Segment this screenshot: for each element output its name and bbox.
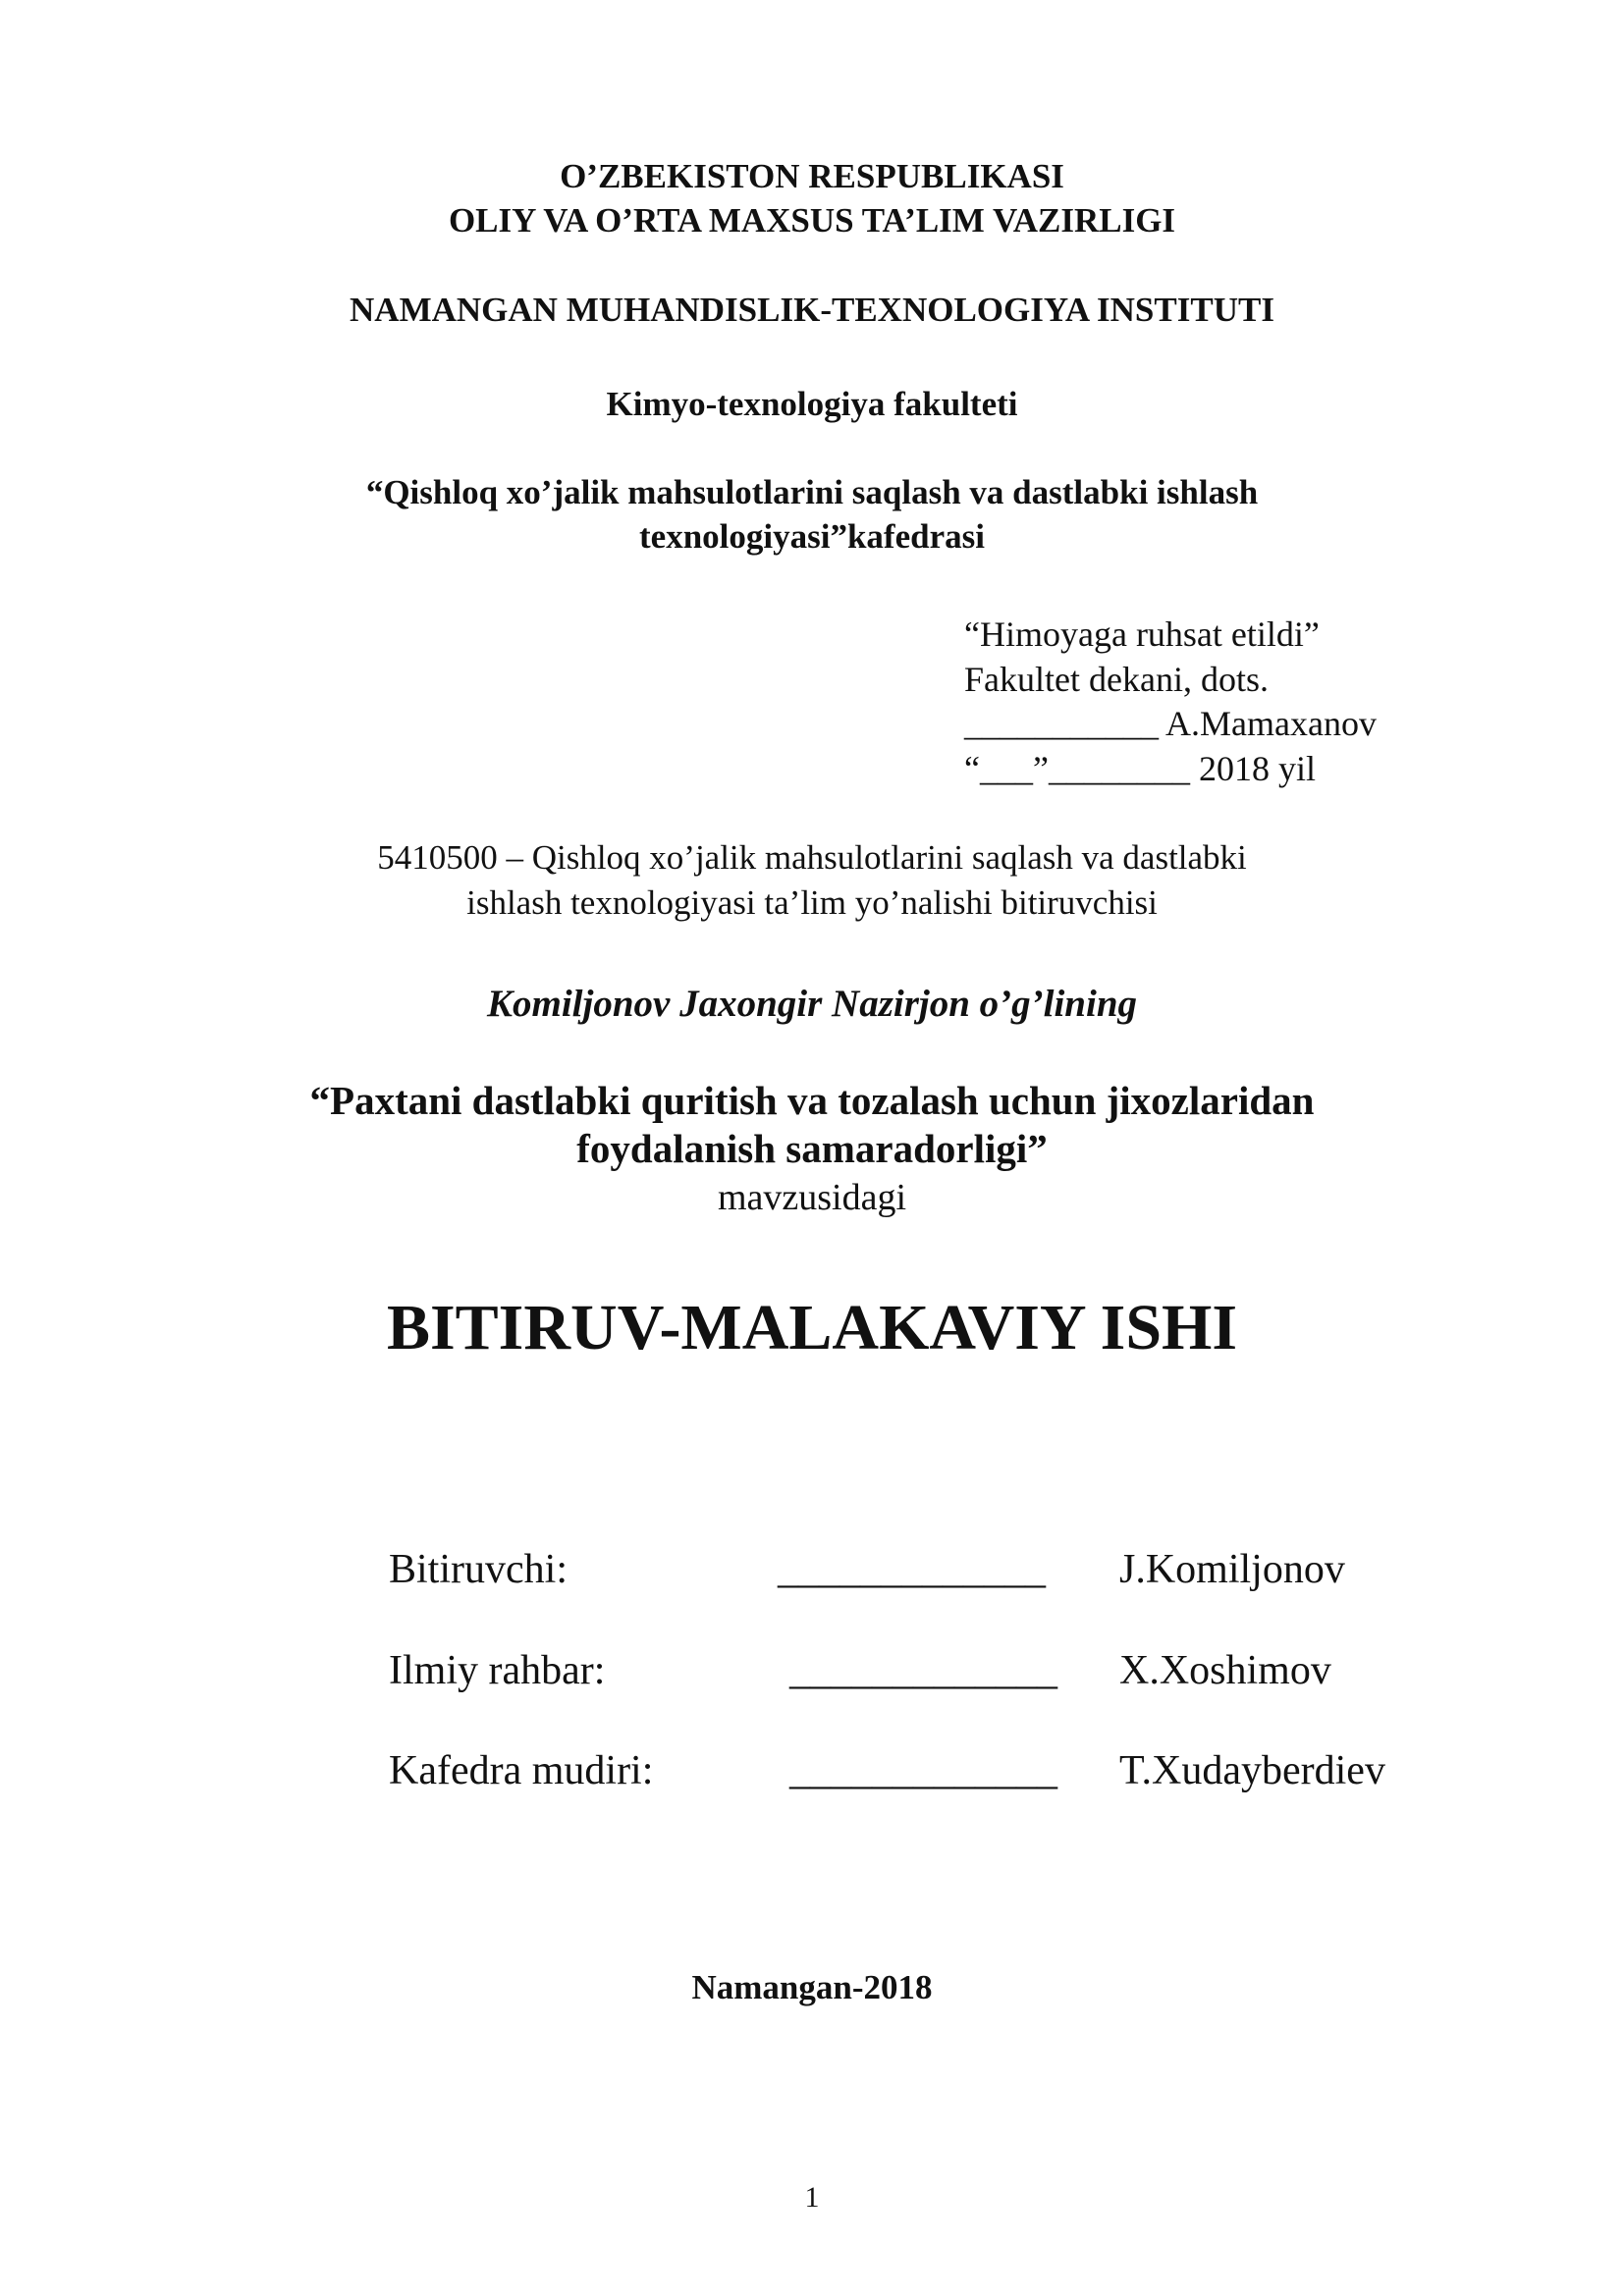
signature-row-supervisor [0,1647,1624,1696]
department-title-line1: “Qishloq xo’jalik mahsulotlarini saqlash va dastlabki ishlash [365,473,1259,511]
ministry-title: OLIY VA O’RTA MAXSUS TA’LIM VAZIRLIGI [448,201,1176,240]
signature-role: Ilmiy rahbar: [389,1648,606,1693]
topic-line2: foydalanish samaradorligi” [576,1126,1048,1171]
republic-title: O’ZBEKISTON RESPUBLIKASI [560,157,1064,195]
approval-position: Fakultet dekani, dots. [964,659,1269,699]
signature-name: X.Xoshimov [1119,1648,1331,1693]
signature-name: T.Xudayberdiev [1119,1748,1385,1793]
department-title-line2: texnologiyasi”kafedrasi [639,517,985,556]
institute-title: NAMANGAN MUHANDISLIK-TEXNOLOGIYA INSTITUTI [350,291,1274,329]
topic-line1: “Paxtani dastlabki quritish va tozalash uchun jixozlaridan [309,1078,1315,1123]
place-year: Namangan-2018 [691,1968,933,2006]
work-type-title: BITIRUV-MALAKAVIY ISHI [386,1292,1238,1363]
program-line1: 5410500 – Qishloq xo’jalik mahsulotlarini saqlash va dastlabki [377,838,1247,877]
program-line2: ishlash texnologiyasi ta’lim yo’nalishi bitiruvchisi [466,883,1158,922]
approval-signature-line: ___________ A.Mamaxanov [964,704,1377,743]
signature-row-department-head [0,1747,1624,1796]
signature-name: J.Komiljonov [1119,1547,1345,1592]
approval-permit: “Himoyaga ruhsat etildi” [964,614,1320,654]
signature-line: _____________ [778,1547,1046,1592]
signature-line: _____________ [789,1648,1057,1693]
signature-row-graduate [0,1546,1624,1595]
faculty-title: Kimyo-texnologiya fakulteti [606,385,1018,423]
author-name: Komiljonov Jaxongir Nazirjon o’g’lining [486,983,1138,1025]
approval-date-line: “___”________ 2018 yil [964,748,1316,788]
signature-role: Bitiruvchi: [389,1547,568,1592]
page-number: 1 [804,2181,820,2214]
signature-line: _____________ [789,1748,1057,1793]
signature-role: Kafedra mudiri: [389,1748,654,1793]
topic-suffix: mavzusidagi [717,1177,907,1218]
approval-block [964,613,1377,791]
